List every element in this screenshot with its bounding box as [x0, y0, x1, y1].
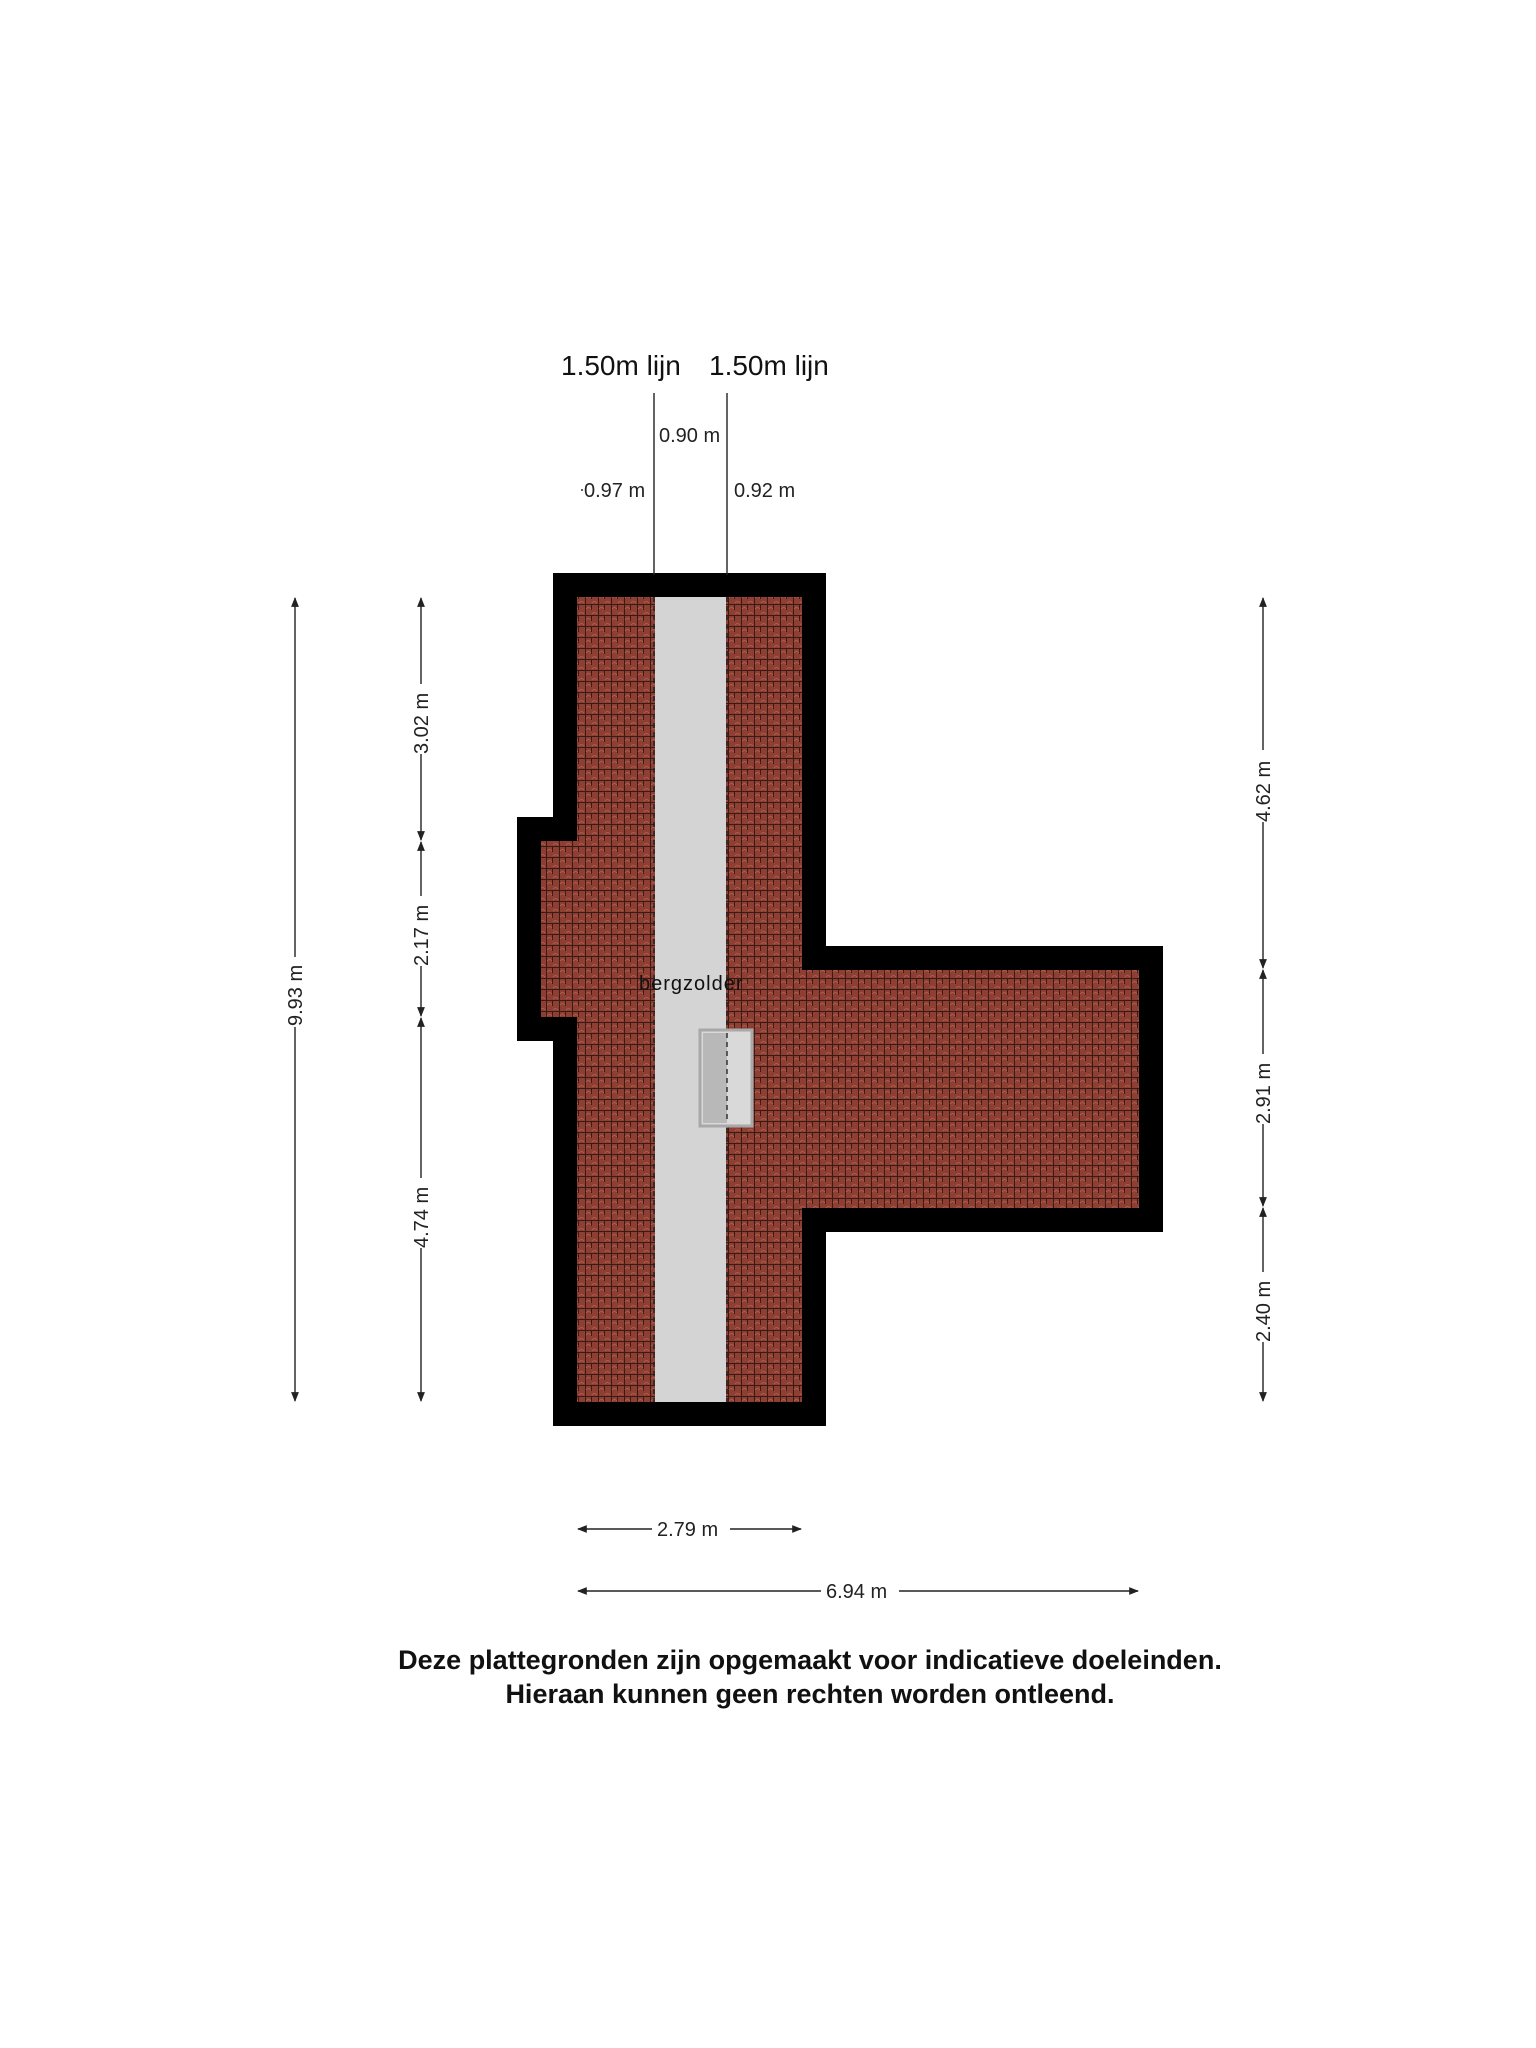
floor-strip: [655, 597, 726, 1402]
top-dim-middle: 0.90 m: [659, 425, 721, 447]
attic-hatch-inner: [703, 1033, 727, 1123]
top-dim-right: 0.92 m: [734, 480, 796, 502]
disclaimer-line-2: Hieraan kunnen geen rechten worden ontleend.: [505, 1679, 1115, 1709]
right-seg-dim-3: 2.40 m: [1253, 1280, 1275, 1342]
height-line-label-left: 1.50m lijn: [561, 350, 681, 381]
right-seg-dim-1: 4.62 m: [1253, 760, 1275, 822]
top-dim-left: 0.97 m: [584, 480, 646, 502]
left-seg-dim-1: 3.02 m: [411, 692, 433, 754]
left-seg-dim-2: 2.17 m: [411, 904, 433, 966]
right-seg-dim-2: 2.91 m: [1253, 1062, 1275, 1124]
height-line-label-right: 1.50m lijn: [709, 350, 829, 381]
disclaimer: [0, 1643, 1536, 1711]
left-overall-dim: 9.93 m: [285, 964, 307, 1026]
bottom-dim-2: 6.94 m: [826, 1581, 888, 1603]
room-label: bergzolder: [639, 973, 744, 995]
roof-tiles: [541, 597, 1139, 1402]
left-seg-dim-3: 4.74 m: [411, 1186, 433, 1248]
bottom-dim-1: 2.79 m: [657, 1519, 719, 1541]
disclaimer-line-1: Deze plattegronden zijn opgemaakt voor indicatieve doeleinden.: [398, 1645, 1222, 1675]
